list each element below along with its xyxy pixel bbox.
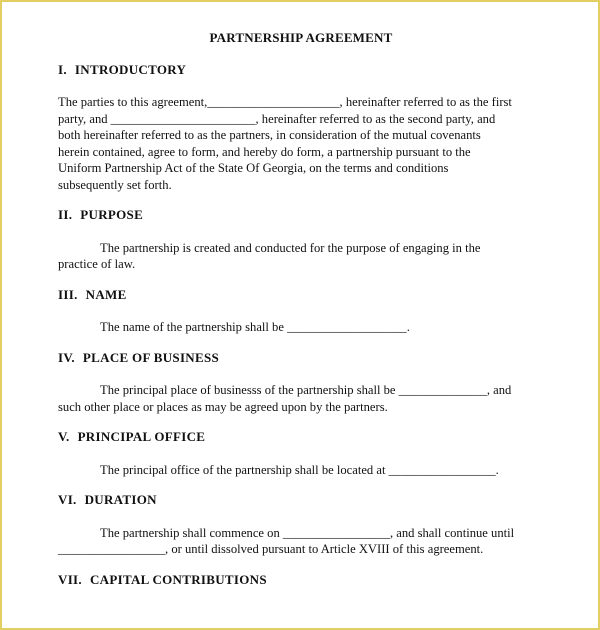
section-heading-place-of-business — [58, 350, 558, 367]
section-title: CAPITAL CONTRIBUTIONS — [89, 571, 267, 587]
section-heading-duration — [58, 492, 558, 509]
section-title: INTRODUCTORY — [74, 61, 187, 77]
paragraph-line: The parties to this agreement,_____________________, hereinafter referred to as the first — [58, 95, 512, 109]
section-heading-introductory — [58, 62, 558, 79]
paragraph-line: The principal place of businesss of the partnership shall be ______________, and — [100, 383, 512, 397]
paragraph-line: The principal office of the partnership shall be located at _________________. — [100, 462, 499, 477]
section-heading-name — [58, 287, 558, 304]
paragraph-line: _________________, or until dissolved pursuant to Article XVIII of this agreement. — [58, 542, 484, 556]
section-body-principal-office — [58, 462, 558, 479]
section-number: VI. — [58, 492, 77, 507]
section-body-purpose — [58, 240, 558, 273]
paragraph-line: such other place or places as may be agreed upon by the partners. — [58, 399, 388, 414]
section-number: III. — [58, 286, 78, 302]
document-title: PARTNERSHIP AGREEMENT — [209, 30, 393, 45]
section-body-introductory — [58, 94, 558, 193]
paragraph-line: subsequently set forth. — [58, 177, 172, 192]
section-heading-principal-office — [58, 429, 558, 446]
section-title: DURATION — [84, 492, 157, 507]
section-number: VII. — [58, 571, 82, 587]
document-body — [58, 30, 558, 604]
section-title: PRINCIPAL OFFICE — [77, 429, 206, 444]
section-number: IV. — [58, 349, 75, 365]
section-number: II. — [58, 207, 73, 222]
section-number: V. — [58, 429, 70, 444]
paragraph-line: herein contained, agree to form, and hereby do form, a partnership pursuant to the — [58, 144, 471, 159]
paragraph-line: party, and _______________________, hereinafter referred to as the second party, and — [58, 111, 496, 126]
paragraph-line: practice of law. — [58, 257, 136, 271]
section-title: PURPOSE — [80, 207, 144, 222]
section-body-place-of-business — [58, 382, 558, 415]
paragraph-line: The partnership is created and conducted for the purpose of engaging in the — [100, 240, 481, 255]
section-title: PLACE OF BUSINESS — [82, 349, 220, 365]
section-body-duration — [58, 525, 558, 558]
section-title: NAME — [85, 286, 127, 302]
paragraph-line: The name of the partnership shall be ___________________. — [100, 320, 410, 334]
paragraph-line: The partnership shall commence on _________________, and shall continue until — [100, 525, 515, 540]
paragraph-line: both hereinafter referred to as the partners, in consideration of the mutual covenants — [58, 128, 481, 142]
section-heading-capital-contributions — [58, 572, 558, 589]
section-heading-purpose — [58, 207, 558, 224]
section-body-name — [58, 319, 558, 336]
paragraph-line: Uniform Partnership Act of the State Of Georgia, on the terms and conditions — [58, 161, 449, 175]
section-number: I. — [58, 61, 67, 77]
